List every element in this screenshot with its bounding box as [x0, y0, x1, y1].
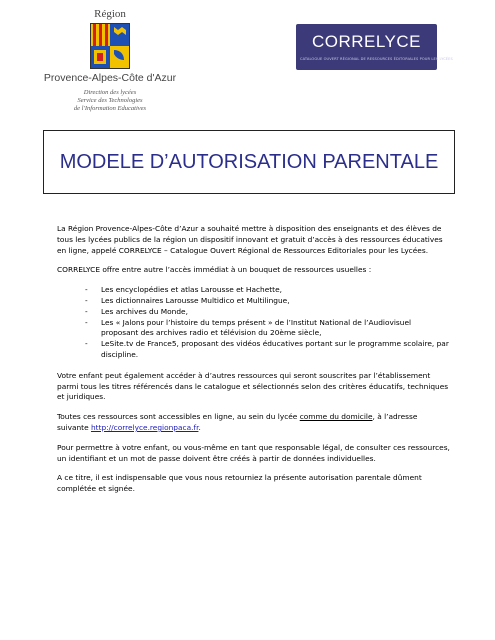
- other-resources-paragraph: Votre enfant peut également accéder à d’autres ressources qui seront souscrites par l’établissement parmi tous les titres référencés dans le catalogue et sélectionnés selon des critères éducatifs, techniques et juridiques.: [57, 370, 449, 402]
- direction-text: [30, 89, 190, 113]
- page-title: MODELE D’AUTORISATION PARENTALE: [59, 150, 439, 173]
- resources-intro: CORRELYCE offre entre autre l’accès immédiat à un bouquet de ressources usuelles :: [57, 265, 372, 275]
- region-subtitle: Provence-Alpes-Côte d'Azur: [43, 72, 177, 84]
- return-paragraph: A ce titre, il est indispensable que vous nous retourniez la présente autorisation parentale dûment complétée et signée.: [57, 473, 422, 494]
- region-logo-block: [30, 8, 190, 113]
- home-underlined-text: comme du domicile: [299, 412, 373, 422]
- list-item: - Les encyclopédies et atlas Larousse et Hachette,: [57, 285, 450, 296]
- access-text-end: .: [198, 422, 201, 432]
- list-item: - Les « Jalons pour l’histoire du temps présent » de l’Institut National de l’Audiovisuel proposant des archives radio et télévision du 20ème siècle,: [57, 318, 450, 340]
- resource-list: [57, 285, 450, 361]
- list-item: - Les dictionnaires Larousse Multidico et Multilingue,: [57, 296, 450, 307]
- direction-line: de l'Information Educatives: [73, 105, 147, 112]
- direction-line: Direction des lycées: [83, 89, 137, 96]
- access-text: Toutes ces ressources sont accessibles en ligne, au sein du lycée: [57, 412, 300, 422]
- access-paragraph: [57, 412, 450, 434]
- correlyce-url-link[interactable]: http://correlyce.regionpaca.fr: [90, 422, 199, 432]
- title-box: [43, 130, 455, 194]
- credentials-paragraph: Pour permettre à votre enfant, ou vous-même en tant que responsable légal, de consulter ces ressources, un identifiant et un mot de passe doivent être créés à partir de données individuelles.: [57, 442, 450, 463]
- correlyce-logo: [296, 24, 453, 70]
- intro-paragraph: La Région Provence-Alpes-Côte d’Azur a souhaité mettre à disposition des enseignants et des élèves de tous les lycées publics de la région un dispositif innovant et gratuit d’accès à des ressources éducatives en ligne, appelé CORRELYCE – Catalogue Ouvert Régional de Ressources Editoriales pour les Lycées.: [57, 224, 443, 255]
- correlyce-tagline: CATALOGUE OUVERT RÉGIONAL DE RESSOURCES ÉDITORIALES POUR LES LYCÉES: [300, 57, 453, 61]
- correlyce-logo-text: CORRELYCE: [311, 32, 422, 51]
- list-item: - LeSite.tv de France5, proposant des vidéos éducatives portant sur le programme scolaire, par discipline.: [57, 339, 450, 361]
- region-name: Région: [94, 8, 126, 20]
- direction-line: Service des Technologies: [77, 97, 143, 104]
- document-body: [57, 224, 450, 504]
- list-item: - Les archives du Monde,: [57, 307, 450, 318]
- region-crest-icon: [90, 23, 130, 69]
- access-text-mid: , à l’adresse suivante: [57, 412, 418, 432]
